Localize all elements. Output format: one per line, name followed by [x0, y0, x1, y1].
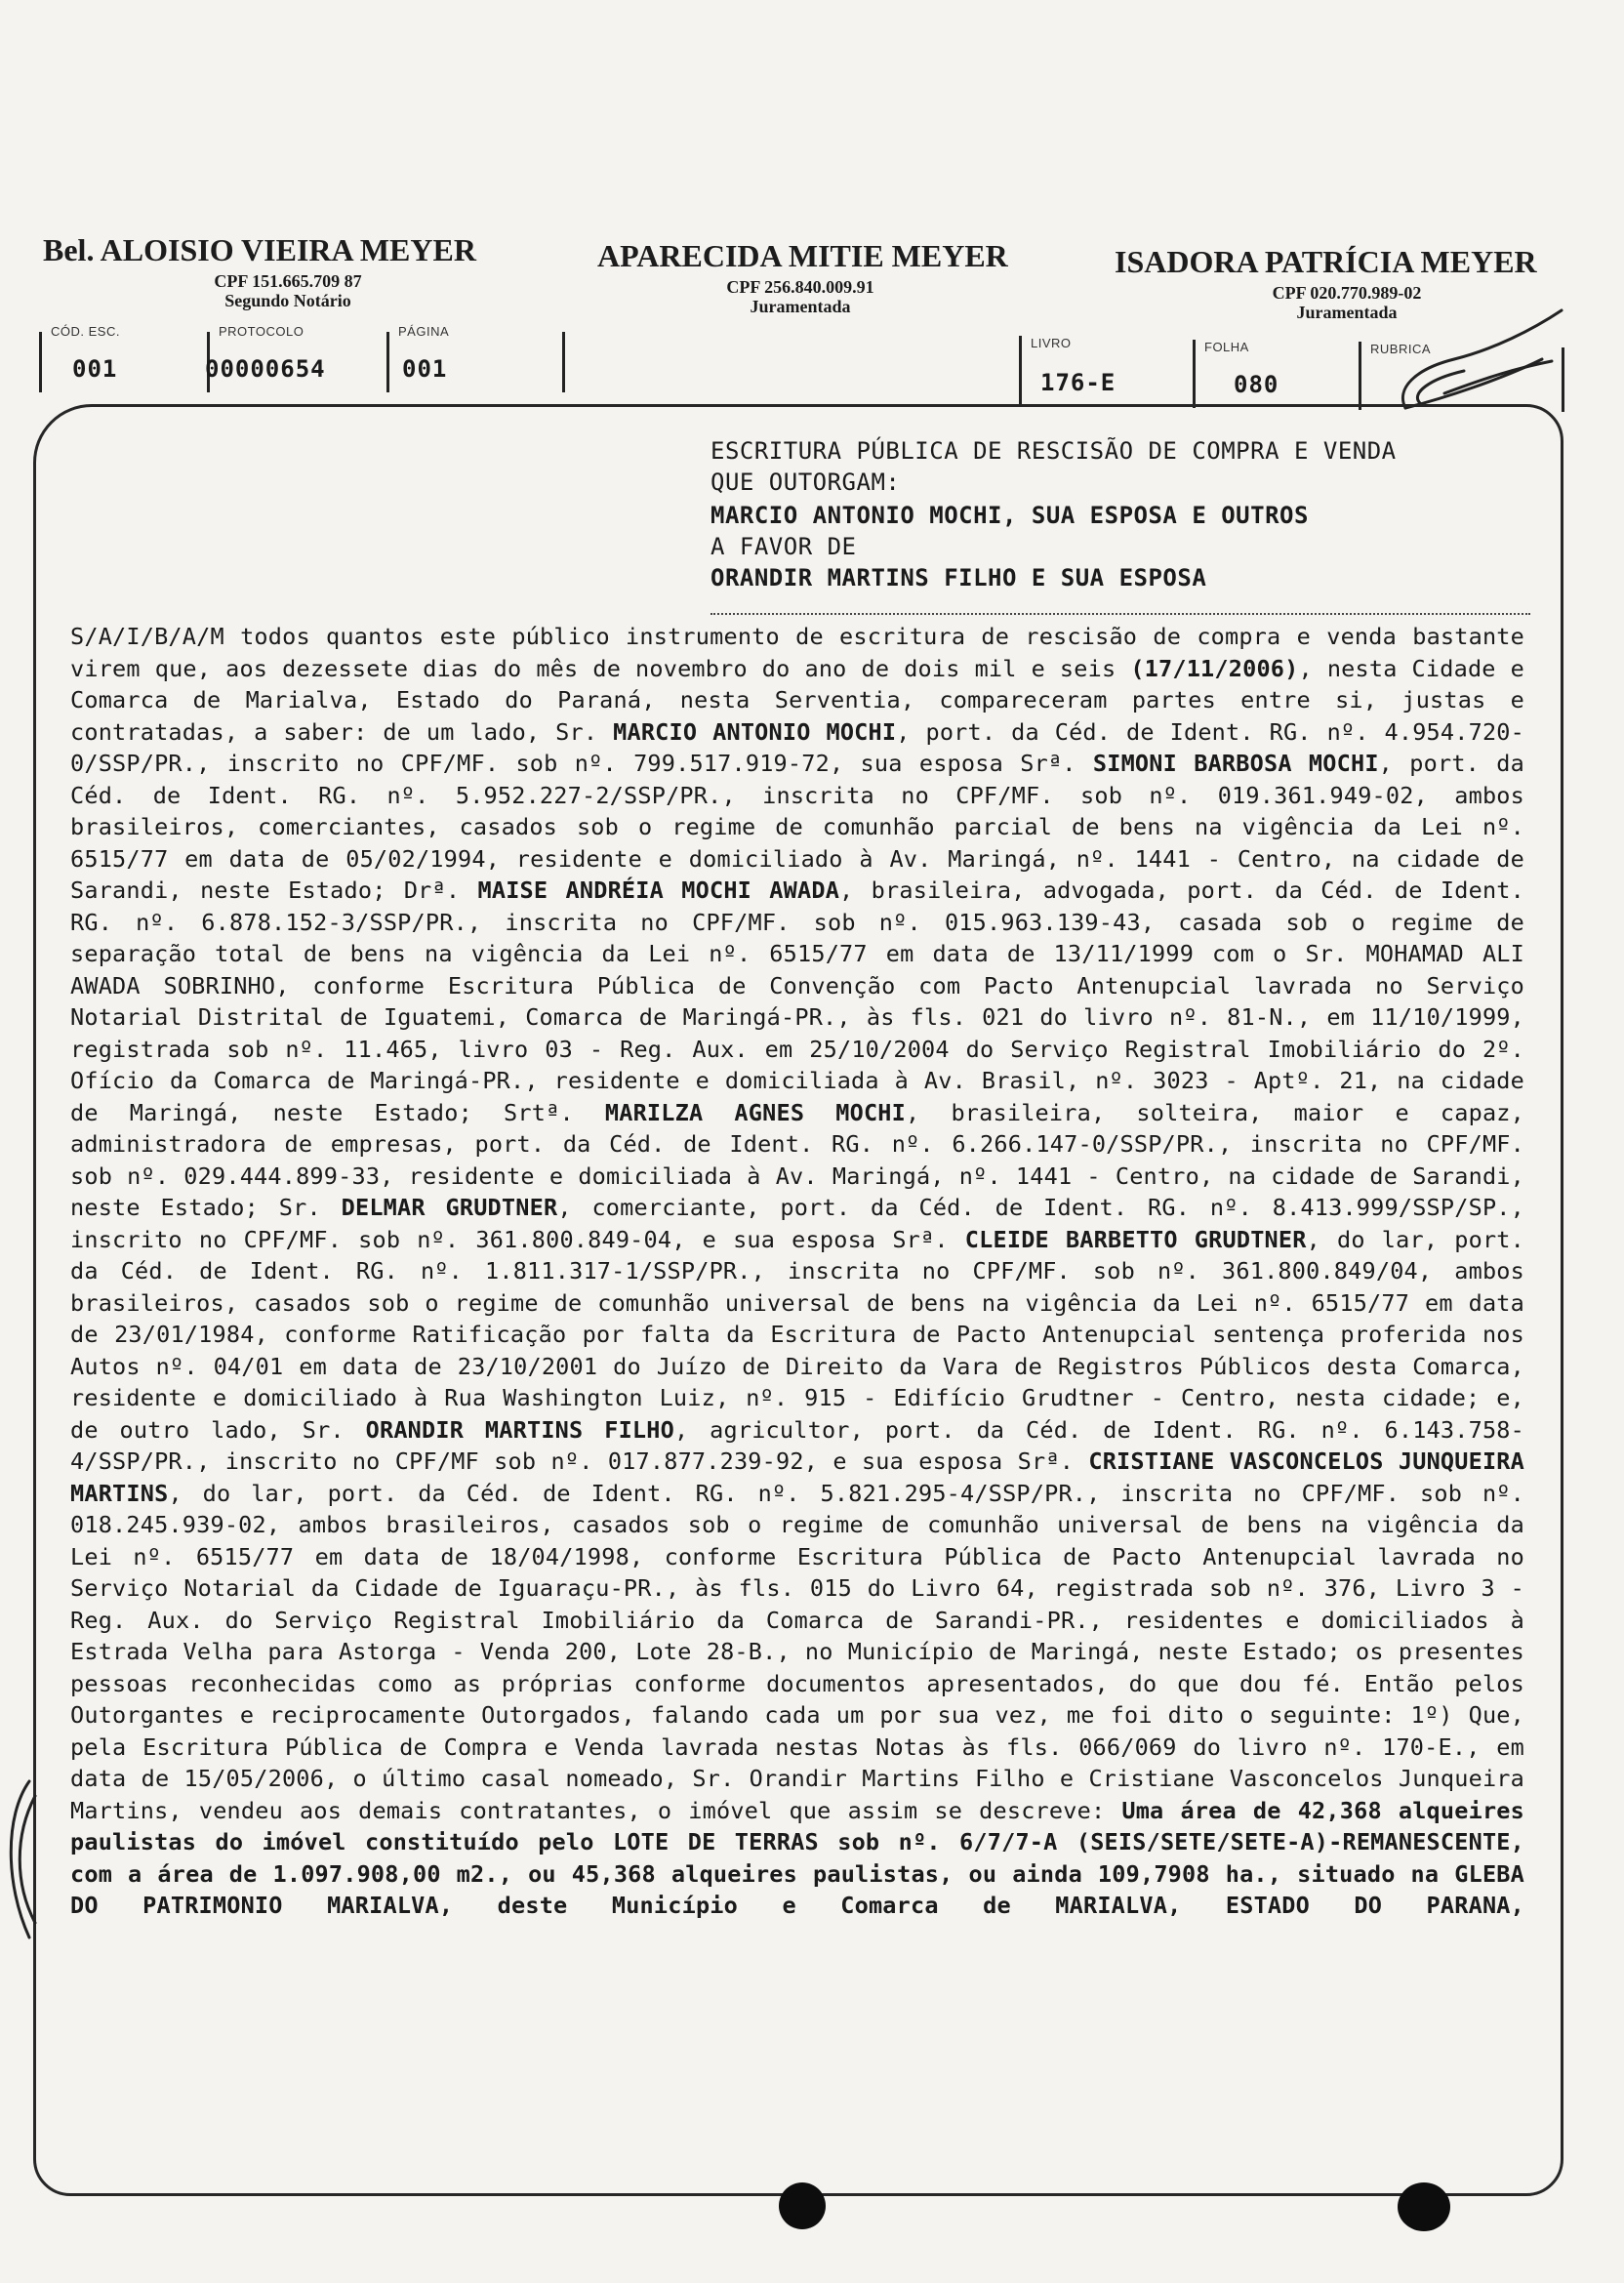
livro-value: 176-E	[1040, 369, 1116, 396]
notary-name: Bel. ALOISIO VIEIRA MEYER	[43, 232, 476, 267]
deed-title-grantors: MARCIO ANTONIO MOCHI, SUA ESPOSA E OUTROS	[710, 502, 1309, 529]
cod-esc-value: 001	[72, 355, 118, 383]
margin-signature	[0, 1776, 39, 1942]
body-bold-run: CLEIDE BARBETTO GRUDTNER	[964, 1225, 1307, 1253]
cod-esc-label: CÓD. ESC.	[51, 324, 120, 339]
body-run: S/A/I/B/A/M todos quantos este público instrumento de escritura de rescisão de compra e venda bastante virem que, aos dezessete dias do mês de novembro do ano de dois mil e seis	[70, 623, 1524, 682]
pagina-value: 001	[402, 355, 448, 383]
deed-title-line4: A FAVOR DE	[710, 533, 857, 560]
assistant1-role: Juramentada	[750, 297, 851, 316]
folha-label: FOLHA	[1204, 340, 1249, 354]
folha-value: 080	[1234, 371, 1279, 398]
body-run: , nesta Cidade e Comarca de Marialva, Estado do Paraná, nesta Serventia, compareceram partes entre si, justas e contratadas, a saber: de um lado, Sr.	[70, 654, 1524, 746]
body-bold-run: ORANDIR MARTINS FILHO	[365, 1415, 674, 1444]
notary-cpf: CPF 151.665.709 87	[214, 271, 362, 291]
body-run: , comerciante, port. da Céd. de Ident. RG. nº. 8.413.999/SSP/SP., inscrito no CPF/MF. sob nº. 361.800.849-04, e sua esposa Srª.	[70, 1194, 1524, 1253]
body-run: , agricultor, port. da Céd. de Ident. RG. nº. 6.143.758-4/SSP/PR., inscrito no CPF/MF sob nº. 017.877.239-92, e sua esposa Srª.	[70, 1415, 1525, 1475]
body-bold-run: MARCIO ANTONIO MOCHI	[613, 717, 897, 746]
body-run: , port. da Céd. de Ident. RG. nº. 4.954.720-0/SSP/PR., inscrito no CPF/MF. sob nº. 799.517.919-72, sua esposa Srª.	[70, 717, 1524, 777]
title-divider	[710, 613, 1530, 615]
body-bold-run: Uma área de 42,368 alqueires paulistas do imóvel constituído pelo LOTE DE TERRAS sob nº. 6/7/7-A (SEIS/SETE/SETE-A)-REMANESCENTE, com a área de 1.097.908,00 m2., ou 45,368 alqueires paulistas, ou ainda 109,7908 ha., situado na GLEBA DO PATRIMONIO MARIALVA, deste Município e Comarca de MARIALVA, ESTADO DO PARANA,	[70, 1796, 1524, 1919]
body-run: , brasileira, solteira, maior e capaz, administradora de empresas, port. da Céd. de Ident. RG. nº. 6.266.147-0/SSP/PR., inscrita no CPF/MF. sob nº. 029.444.899-33, residente e domiciliada à Av. Maringá, nº. 1441 - Centro, na cidade de Sarandi, neste Estado; Sr.	[70, 1098, 1524, 1221]
body-bold-run: CRISTIANE VASCONCELOS JUNQUEIRA MARTINS	[70, 1447, 1525, 1507]
body-bold-run: MAISE ANDRÉIA MOCHI AWADA	[477, 877, 840, 904]
pagina-label: PÁGINA	[398, 324, 450, 339]
deed-title-line2: QUE OUTORGAM:	[710, 469, 901, 496]
body-bold-run: DELMAR GRUDTNER	[341, 1194, 558, 1221]
livro-label: LIVRO	[1031, 336, 1072, 350]
body-bold-run: MARILZA AGNES MOCHI	[604, 1098, 907, 1126]
rubrica-label: RUBRICA	[1370, 342, 1432, 356]
body-bold-run: (17/11/2006)	[1130, 654, 1299, 682]
protocolo-label: PROTOCOLO	[219, 324, 304, 339]
body-run: , do lar, port. da Céd. de Ident. RG. nº. 1.811.317-1/SSP/PR., inscrita no CPF/MF. sob nº. 361.800.849/04, ambos brasileiros, casados sob o regime de comunhão universal de bens na vigência da Lei nº. 6515/77 em data de 23/01/1984, conforme Ratificação por falta da Escritura de Pacto Antenupcial sentença proferida nos Autos nº. 04/01 em data de 23/10/2001 do Juízo de Direito da Vara de Registros Públicos desta Comarca, residente e domiciliado à Rua Washington Luiz, nº. 915 - Edifício Grudtner - Centro, nesta cidade; e, de outro lado, Sr.	[70, 1225, 1524, 1444]
assistant2-role: Juramentada	[1296, 303, 1398, 322]
body-bold-run: SIMONI BARBOSA MOCHI	[1092, 750, 1379, 777]
body-run: , do lar, port. da Céd. de Ident. RG. nº. 5.821.295-4/SSP/PR., inscrita no CPF/MF. sob nº. 018.245.939-02, ambos brasileiros, casados sob o regime de comunhão universal de bens na vigência da Lei nº. 6515/77 em data de 18/04/1998, conforme Escritura Pública de Pacto Antenupcial lavrada no Serviço Notarial da Cidade de Iguaraçu-PR., às fls. 015 do Livro 64, registrada sob nº. 376, Livro 3 - Reg. Aux. do Serviço Registral Imobiliário da Comarca de Sarandi-PR., residentes e domiciliados à Estrada Velha para Astorga - Venda 200, Lote 28-B., no Município de Maringá, neste Estado; os presentes pessoas reconhecidas como as próprias conforme documentos apresentados, do que dou fé. Então pelos Outorgantes e reciprocamente Outorgados, falando cada um por sua vez, me foi dito o seguinte: 1º) Que, pela Escritura Pública de Compra e Venda lavrada nestas Notas às fls. 066/069 do livro nº. 170-E., em data de 15/05/2006, o último casal nomeado, Sr. Orandir Martins Filho e Cristiane Vasconcelos Junqueira Martins, vendeu aos demais contratantes, o imóvel que assim se descreve:	[70, 1479, 1524, 1824]
body-run: , brasileira, advogada, port. da Céd. de Ident. RG. nº. 6.878.152-3/SSP/PR., inscrita no CPF/MF. sob nº. 015.963.139-43, casada sob o regime de separação total de bens na vigência da Lei nº. 6515/77 em data de 13/11/1999 com o Sr. MOHAMAD ALI AWADA SOBRINHO, conforme Escritura Pública de Convenção com Pacto Antenupcial lavrada no Serviço Notarial Distrital de Iguatemi, Comarca de Maringá-PR., às fls. 021 do livro nº. 81-N., em 11/10/1999, registrada sob nº. 11.465, livro 03 - Reg. Aux. em 25/10/2004 do Serviço Registral Imobiliário do 2º. Ofício da Comarca de Maringá-PR., residente e domiciliada à Av. Brasil, nº. 3023 - Aptº. 21, na cidade de Maringá, neste Estado; Srtª.	[70, 877, 1524, 1126]
protocolo-value: 00000654	[205, 355, 326, 383]
hole-punch-left	[779, 2182, 826, 2229]
deed-body-text	[70, 621, 1524, 1922]
body-run: , port. da Céd. de Ident. RG. nº. 5.952.227-2/SSP/PR., inscrita no CPF/MF. sob nº. 019.361.949-02, ambos brasileiros, comerciantes, casados sob o regime de comunhão parcial de bens na vigência da Lei nº. 6515/77 em data de 05/02/1994, residente e domiciliado à Av. Maringá, nº. 1441 - Centro, na cidade de Sarandi, neste Estado; Drª.	[70, 750, 1524, 904]
deed-title-line1: ESCRITURA PÚBLICA DE RESCISÃO DE COMPRA E VENDA	[710, 437, 1397, 465]
assistant2-name: ISADORA PATRÍCIA MEYER	[1115, 244, 1537, 279]
notary-role: Segundo Notário	[224, 291, 351, 310]
rubrica-signature	[1386, 301, 1571, 418]
hole-punch-right	[1398, 2182, 1450, 2231]
assistant1-cpf: CPF 256.840.009.91	[726, 277, 874, 297]
deed-title-grantees: ORANDIR MARTINS FILHO E SUA ESPOSA	[710, 564, 1207, 591]
assistant2-cpf: CPF 020.770.989-02	[1272, 283, 1422, 303]
assistant1-name: APARECIDA MITIE MEYER	[597, 238, 1008, 273]
